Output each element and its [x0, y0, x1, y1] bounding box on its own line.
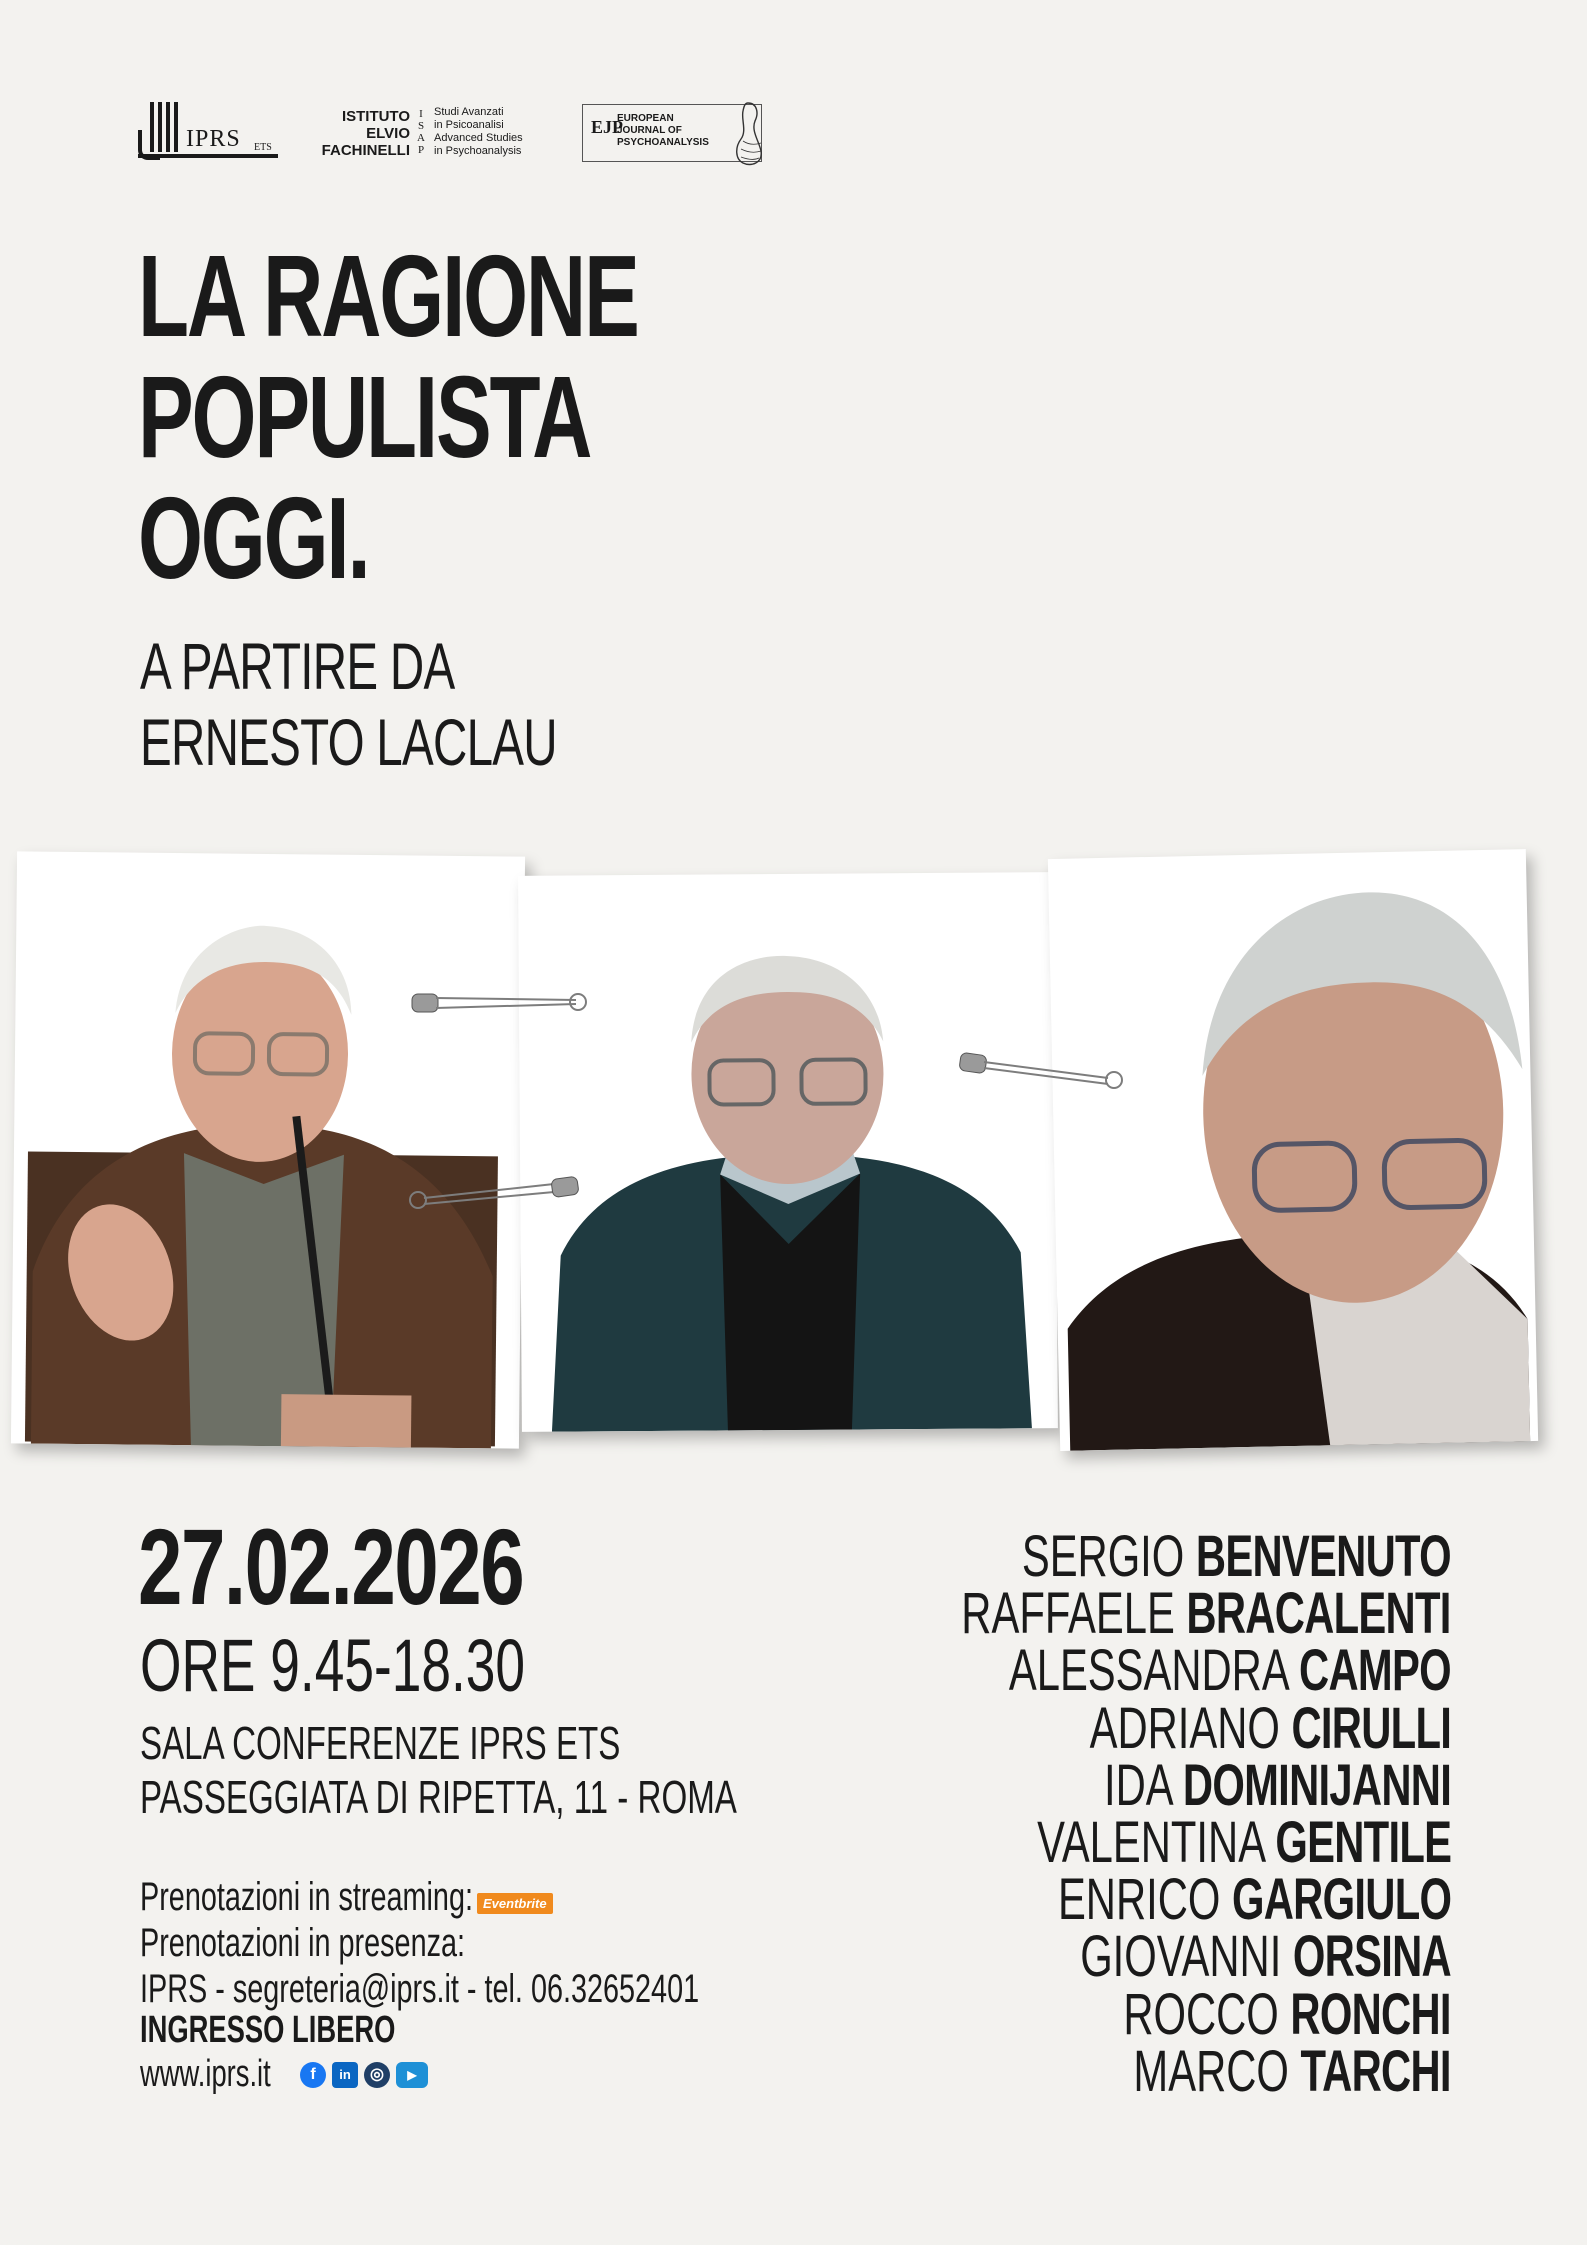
- event-subtitle: [140, 628, 719, 780]
- fachinelli-logo: [314, 104, 534, 168]
- speaker-name: ALESSANDRA CAMPO: [1009, 1638, 1451, 1704]
- venue-line: SALA CONFERENZE IPRS ETS: [140, 1717, 621, 1769]
- title-line: LA RAGIONE: [138, 231, 638, 361]
- speaker-list: [751, 1524, 1451, 2104]
- iprs-logo: [138, 100, 288, 170]
- photo-strip: [0, 840, 1587, 1460]
- subtitle-line: A PARTIRE DA: [140, 629, 455, 703]
- safety-pin-icon: [410, 988, 590, 1018]
- klein-bottle-icon: [731, 97, 765, 169]
- event-date: 27.02.2026: [138, 1506, 524, 1627]
- subtitle-line: ERNESTO LACLAU: [140, 705, 557, 779]
- event-time: ORE 9.45-18.30: [140, 1624, 526, 1707]
- speaker-name: IDA DOMINIJANNI: [1103, 1752, 1451, 1818]
- speaker-name: ROCCO RONCHI: [1123, 1981, 1451, 2047]
- contact-line[interactable]: IPRS - segreteria@iprs.it - tel. 06.32652401: [140, 1967, 700, 2011]
- instagram-icon[interactable]: ◎: [364, 2062, 390, 2088]
- speaker-name: SERGIO BENVENUTO: [1021, 1524, 1451, 1589]
- title-line: POPULISTA: [138, 352, 591, 482]
- free-entry-label: INGRESSO LIBERO: [140, 2009, 396, 2051]
- speaker-name: VALENTINA GENTILE: [1036, 1809, 1451, 1875]
- fachinelli-logo-name: ISTITUTO ELVIO FACHINELLI: [321, 108, 410, 159]
- logo-bar: [138, 96, 778, 196]
- speaker-name: MARCO TARCHI: [1133, 2038, 1451, 2104]
- linkedin-icon[interactable]: in: [332, 2062, 358, 2088]
- safety-pin-icon: [404, 1174, 584, 1214]
- isap-acronym: I S A P: [417, 108, 425, 156]
- youtube-icon[interactable]: ▶: [396, 2062, 428, 2088]
- speaker-name: ENRICO GARGIULO: [1057, 1867, 1451, 1933]
- portrait-photo-1: [11, 851, 525, 1448]
- fachinelli-logo-subtitle: Studi Avanzati in Psicoanalisi Advanced Studies in Psychoanalysis: [434, 106, 523, 157]
- event-title: [138, 231, 832, 603]
- iprs-logo-suffix: ETS: [254, 142, 272, 153]
- iprs-logo-name: IPRS: [186, 126, 241, 152]
- journal-logo: [582, 104, 762, 162]
- speaker-name: RAFFAELE BRACALENTI: [961, 1581, 1451, 1647]
- title-line: OGGI.: [138, 473, 369, 603]
- eventbrite-badge[interactable]: Eventbrite: [477, 1893, 553, 1914]
- venue-line: PASSEGGIATA DI RIPETTA, 11 - ROMA: [140, 1771, 737, 1823]
- speaker-name: ADRIANO CIRULLI: [1089, 1695, 1451, 1761]
- journal-logo-name: EUROPEAN JOURNAL OF PSYCHOANALYSIS: [617, 113, 709, 148]
- presence-label: Prenotazioni in presenza:: [140, 1921, 466, 1965]
- safety-pin-icon: [958, 1050, 1128, 1090]
- portrait-photo-2: [518, 872, 1058, 1432]
- streaming-label: Prenotazioni in streaming:: [140, 1875, 473, 1919]
- portrait-photo-3: [1048, 849, 1538, 1451]
- speaker-name: GIOVANNI ORSINA: [1080, 1924, 1451, 1990]
- facebook-icon[interactable]: f: [300, 2062, 326, 2088]
- website-link[interactable]: www.iprs.it: [140, 2053, 271, 2095]
- journal-logo-mark: EJP: [591, 117, 624, 137]
